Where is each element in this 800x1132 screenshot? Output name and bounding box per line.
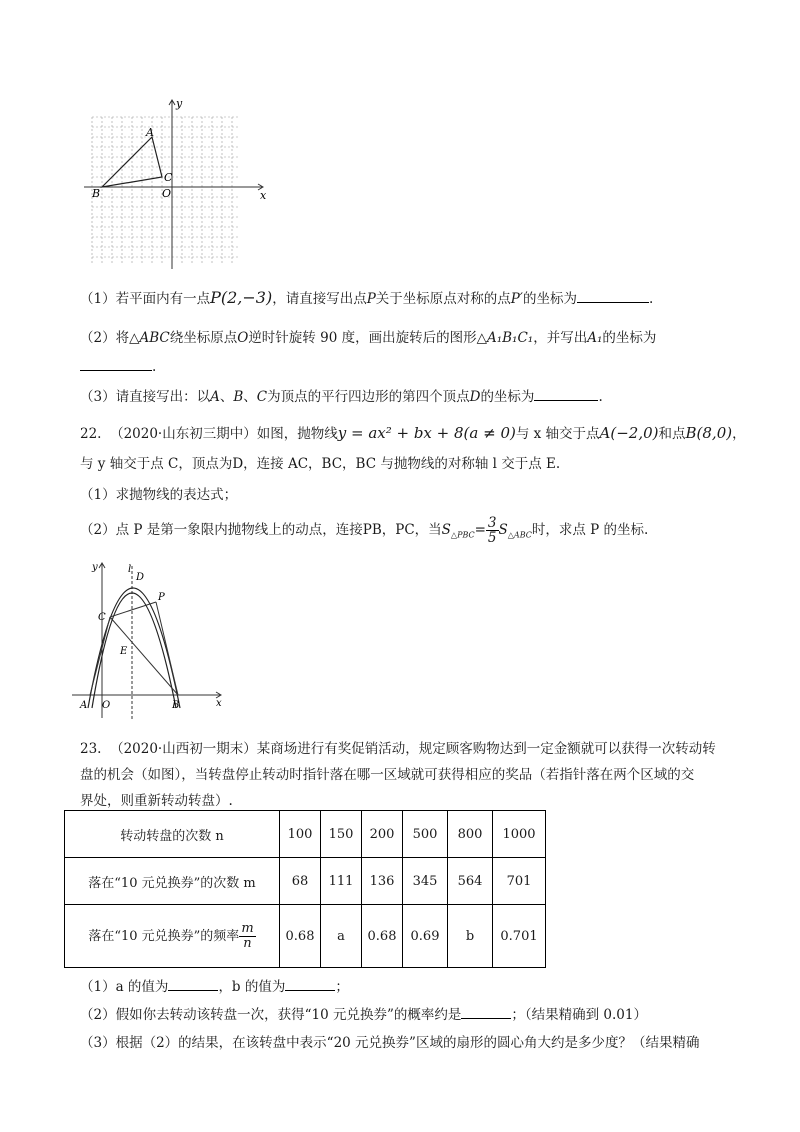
frequency-table — [64, 810, 546, 968]
q23-part2: （2）假如你去转动该转盘一次，获得“10 元兑换券”的概率约是 ；（结果精确到 0.01） — [80, 1003, 647, 1023]
parabola-equation: y = ax² + bx + 8(a ≠ 0) — [337, 424, 516, 442]
point-p: P(2,−3) — [210, 288, 273, 307]
table-row: 落在“10 元兑换券”的次数 m 68 111 136 345 564 701 — [65, 858, 546, 905]
answer-blank[interactable] — [577, 288, 649, 303]
label-o: O — [162, 187, 172, 200]
q21-part2: （2）将△ABC绕坐标原点O逆时针旋转 90 度，画出旋转后的图形△A₁B₁C₁，并写出A₁的坐标为 — [80, 330, 657, 346]
q23-part3: （3）根据（2）的结果，在该转盘中表示“20 元兑换券”区域的扇形的圆心角大约是多少度？（结果精确 — [80, 1035, 700, 1051]
q21-part2-answer: . — [80, 356, 156, 375]
figure-triangle-grid — [80, 95, 270, 273]
table-row: 落在“10 元兑换券”的频率 $\frac{m}{n}$ 0.68 a 0.68 0.69 b 0.701 — [65, 905, 546, 968]
row-label: 落在“10 元兑换券”的次数 m — [65, 858, 280, 905]
label-b: B — [92, 187, 101, 200]
fraction-three-fifths: $\frac{3}{5}$ — [487, 515, 497, 546]
q22-part2: （2）点 P 是第一象限内抛物线上的动点，连接PB，PC，当$S_{\triangle PBC}=$ $\frac{3}{5}$ $S_{\triangle ABC}$时，求点 P 的坐标. — [80, 515, 649, 546]
label-a: A — [80, 700, 88, 711]
label-l: l — [128, 564, 132, 575]
label-c: C — [98, 612, 106, 623]
table-row: 转动转盘的次数 n 100 150 200 500 800 1000 — [65, 811, 546, 858]
answer-blank-a[interactable] — [168, 976, 218, 991]
label-x: x — [216, 698, 222, 709]
q22-stem-line2: 与 y 轴交于点 C，顶点为D，连接 AC，BC，BC 与抛物线的对称轴 l 交于点 E. — [80, 456, 561, 472]
answer-blank[interactable] — [461, 1004, 511, 1019]
q23-part1: （1）a 的值为 ，b 的值为 ； — [80, 975, 349, 995]
fraction-m-over-n: $\frac{m}{n}$ — [241, 920, 254, 951]
label-y: y — [92, 562, 98, 573]
label-d: D — [136, 572, 145, 583]
axes — [84, 100, 263, 269]
row-label: 转动转盘的次数 n — [65, 811, 280, 858]
q21-part1: （1）若平面内有一点P(2,−3)，请直接写出点P关于坐标原点对称的点P′的坐标为 . — [80, 288, 654, 307]
row-label: 落在“10 元兑换券”的频率 $\frac{m}{n}$ — [65, 905, 280, 968]
label-c: C — [164, 171, 173, 184]
label-e: E — [120, 646, 128, 657]
label-o: O — [102, 700, 111, 711]
q21-part3: （3）请直接写出：以A、B、C为顶点的平行四边形的第四个顶点D的坐标为 . — [80, 385, 603, 405]
x-axis-label: x — [260, 189, 267, 202]
label-b: B — [172, 700, 180, 711]
q23-stem: 23. （2020·山西初一期末）某商场进行有奖促销活动，规定顾客购物达到一定金额就可以获得一次转动转 — [80, 741, 716, 757]
y-axis-label: y — [176, 97, 183, 110]
answer-blank-b[interactable] — [285, 976, 335, 991]
q22-stem: 22. （2020·山东初三期中）如图，抛物线y = ax² + bx + 8(a ≠ 0)与 x 轴交于点A(−2,0)和点B(8,0)， — [80, 424, 746, 442]
q23-stem-line3: 界处，则重新转动转盘）. — [80, 793, 233, 809]
label-p: P — [158, 592, 165, 603]
answer-blank[interactable] — [534, 386, 598, 401]
label-a: A — [146, 126, 154, 139]
figure-parabola — [70, 558, 230, 728]
q22-part1: （1）求抛物线的表达式； — [80, 487, 238, 503]
q23-stem-line2: 盘的机会（如图），当转盘停止转动时指针落在哪一区域就可获得相应的奖品（若指针落在两个区域的交 — [80, 767, 695, 783]
answer-blank[interactable] — [80, 356, 152, 371]
